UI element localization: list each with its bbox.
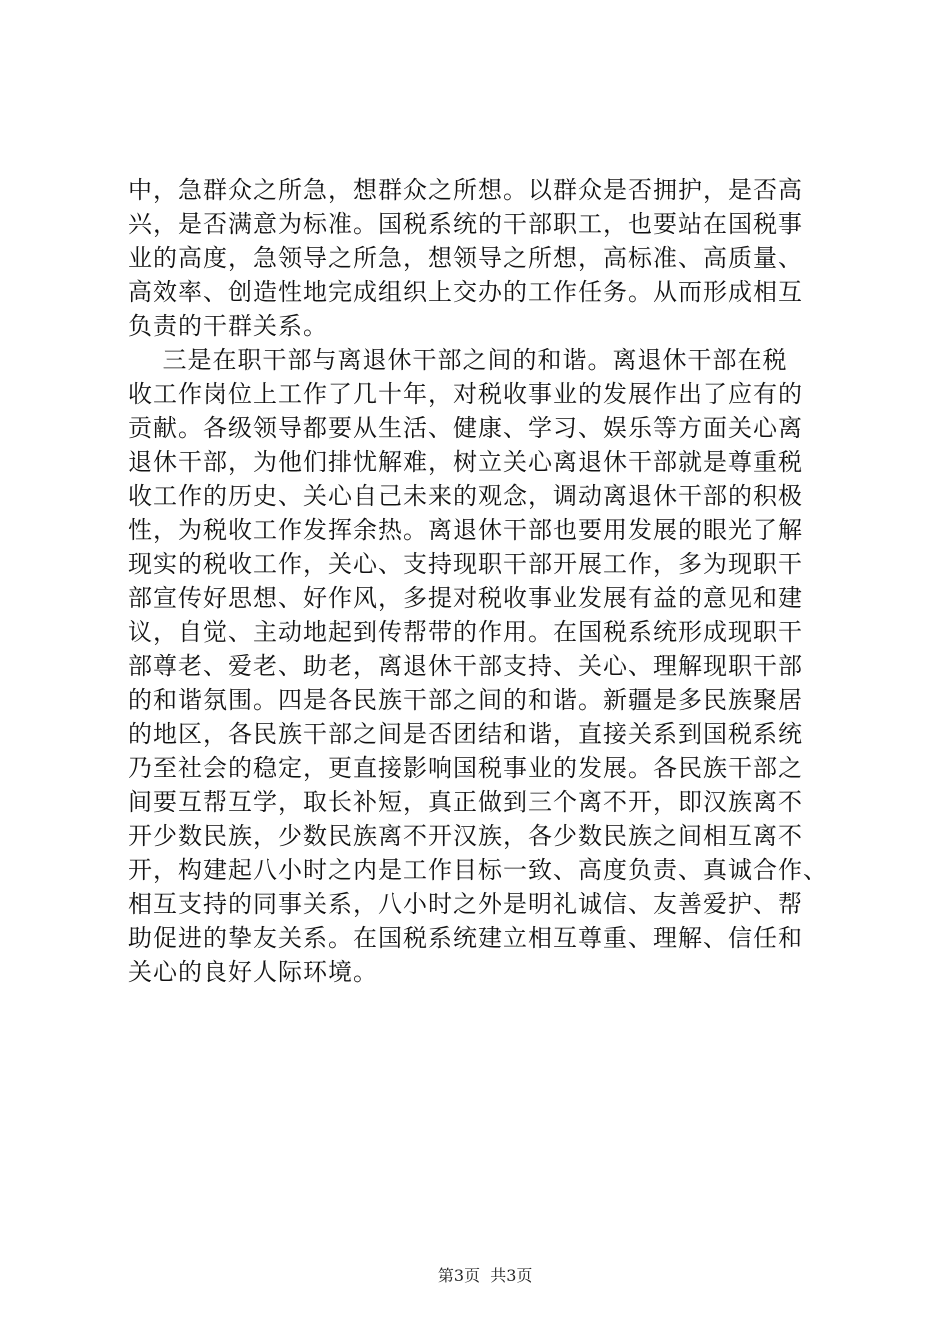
text-line: 乃至社会的稳定，更直接影响国税事业的发展。各民族干部之 xyxy=(128,754,803,782)
text-line: 开少数民族，少数民族离不开汉族，各少数民族之间相互离不 xyxy=(128,822,803,850)
text-line: 退休干部，为他们排忧解难，树立关心离退休干部就是尊重税 xyxy=(128,448,803,476)
text-line: 相互支持的同事关系，八小时之外是明礼诚信、友善爱护、帮 xyxy=(128,890,803,918)
text-line: 业的高度，急领导之所急，想领导之所想，高标准、高质量、 xyxy=(128,244,803,272)
body-text xyxy=(128,173,828,989)
page-number: 第3页 共3页 xyxy=(437,1266,533,1285)
text-line: 议，自觉、主动地起到传帮带的作用。在国税系统形成现职干 xyxy=(128,618,803,646)
text-line: 收工作岗位上工作了几十年，对税收事业的发展作出了应有的 xyxy=(128,380,803,408)
text-line: 兴，是否满意为标准。国税系统的干部职工，也要站在国税事 xyxy=(128,210,803,238)
text-line: 关心的良好人际环境。 xyxy=(128,958,378,986)
text-line: 部尊老、爱老、助老，离退休干部支持、关心、理解现职干部 xyxy=(128,652,803,680)
text-line: 部宣传好思想、好作风，多提对税收事业发展有益的意见和建 xyxy=(128,584,803,612)
text-line: 助促进的挚友关系。在国税系统建立相互尊重、理解、信任和 xyxy=(128,924,803,952)
text-line: 负责的干群关系。 xyxy=(128,312,328,340)
text-line: 三是在职干部与离退休干部之间的和谐。离退休干部在税 xyxy=(128,346,788,374)
text-line: 间要互帮互学，取长补短，真正做到三个离不开，即汉族离不 xyxy=(128,788,803,816)
text-line: 性，为税收工作发挥余热。离退休干部也要用发展的眼光了解 xyxy=(128,516,803,544)
text-line: 高效率、创造性地完成组织上交办的工作任务。从而形成相互 xyxy=(128,278,803,306)
text-line: 现实的税收工作，关心、支持现职干部开展工作，多为现职干 xyxy=(128,550,803,578)
text-line: 的地区，各民族干部之间是否团结和谐，直接关系到国税系统 xyxy=(128,720,803,748)
text-line: 收工作的历史、关心自己未来的观念，调动离退休干部的积极 xyxy=(128,482,803,510)
text-line: 的和谐氛围。四是各民族干部之间的和谐。新疆是多民族聚居 xyxy=(128,686,803,714)
text-line: 贡献。各级领导都要从生活、健康、学习、娱乐等方面关心离 xyxy=(128,414,803,442)
page-footer xyxy=(0,1243,950,1309)
text-line: 中，急群众之所急，想群众之所想。以群众是否拥护，是否高 xyxy=(128,176,803,204)
text-line: 开，构建起八小时之内是工作目标一致、高度负责、真诚合作、 xyxy=(128,856,828,884)
